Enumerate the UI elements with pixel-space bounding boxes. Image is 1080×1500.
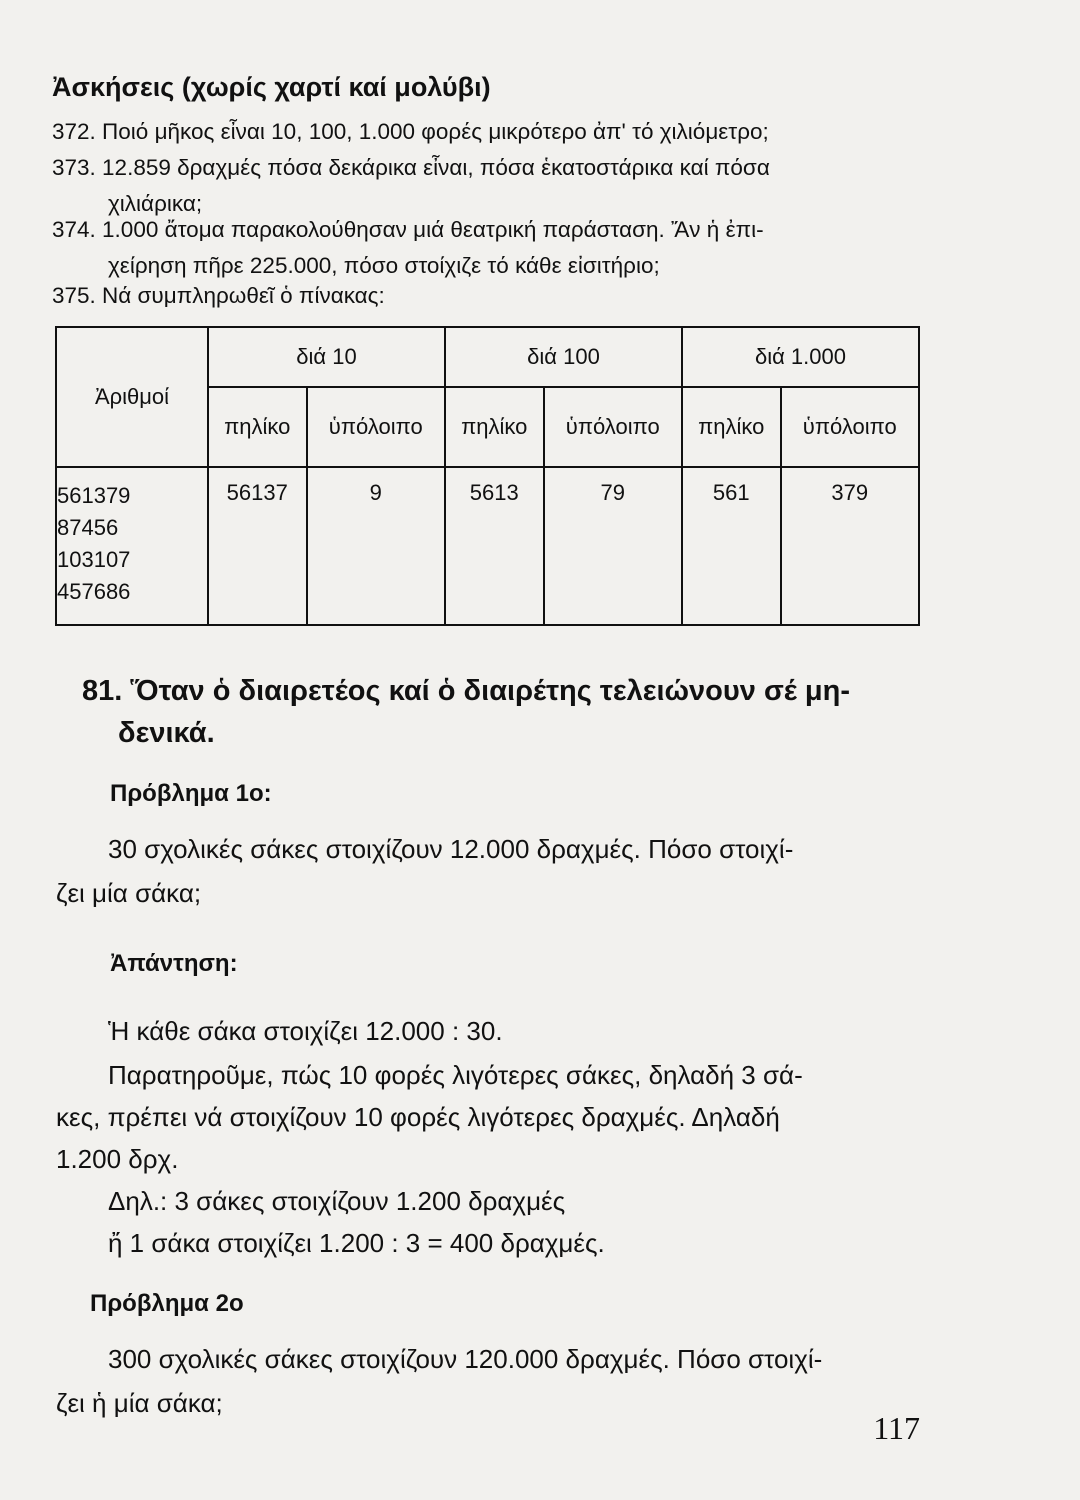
exercise-372 (52, 114, 769, 150)
answer-line: Παρατηροῦμε, πώς 10 φορές λιγότερες σάκες, δηλαδή 3 σά- (108, 1060, 803, 1090)
exercise-374-line1: 374. 1.000 ἄτομα παρακολούθησαν μιά θεατρική παράσταση. Ἄν ἡ ἐπι- (52, 217, 764, 242)
answer-line: Ἡ κάθε σάκα στοιχίζει 12.000 : 30. (108, 1016, 503, 1046)
cell-value: 9 (369, 480, 382, 505)
sub-header-remainder: ὑπόλοιπο (307, 387, 445, 467)
number-item: 103107 (57, 547, 131, 572)
cell-remainder-1000 (781, 467, 919, 625)
exercise-373-line1: 373. 12.859 δραχμές πόσα δεκάρικα εἶναι, πόσα ἑκατοστάρικα καί πόσα (52, 155, 770, 180)
number-item: 457686 (57, 579, 131, 604)
section-title-line1: 81. Ὅταν ὁ διαιρετέος καί ὁ διαιρέτης τελειώνουν σέ μη- (82, 675, 851, 707)
page-number: 117 (873, 1410, 920, 1446)
number-item: 87456 (57, 515, 119, 540)
exercise-374 (52, 212, 764, 284)
cell-quotient-10 (208, 467, 307, 625)
section-title-line2: δενικά. (118, 717, 215, 749)
answer-line: ἤ 1 σάκα στοιχίζει 1.200 : 3 = 400 δραχμές. (108, 1228, 605, 1258)
exercises-heading: Ἀσκήσεις (χωρίς χαρτί καί μολύβι) (52, 72, 491, 102)
numbers-cell (56, 467, 208, 625)
cell-quotient-1000 (682, 467, 781, 625)
problem-1-text-line1: 30 σχολικές σάκες στοιχίζουν 12.000 δραχμές. Πόσο στοιχί- (108, 834, 794, 864)
sub-header-remainder: ὑπόλοιπο (781, 387, 919, 467)
sub-header-quotient: πηλίκο (208, 387, 307, 467)
exercise-375-text: 375. Νά συμπληρωθεῖ ὁ πίνακας: (52, 283, 385, 308)
exercise-372-text: 372. Ποιό μῆκος εἶναι 10, 100, 1.000 φορές μικρότερο ἀπ' τό χιλιόμετρο; (52, 119, 769, 144)
sub-header-remainder: ὑπόλοιπο (544, 387, 682, 467)
cell-remainder-100 (544, 467, 682, 625)
cell-value: 561 (712, 480, 750, 505)
exercise-375 (52, 278, 385, 314)
group-header-100: διά 100 (445, 327, 682, 387)
problem-2-text-line2: ζει ἡ μία σάκα; (56, 1388, 223, 1418)
number-item: 561379 (57, 483, 131, 508)
problem-2-text-line1: 300 σχολικές σάκες στοιχίζουν 120.000 δραχμές. Πόσο στοιχί- (108, 1344, 823, 1374)
answer-label: Ἀπάντηση: (110, 950, 238, 977)
cell-quotient-100 (445, 467, 544, 625)
cell-remainder-10 (307, 467, 445, 625)
answer-line: Δηλ.: 3 σάκες στοιχίζουν 1.200 δραχμές (108, 1186, 566, 1216)
exercise-373-line2: χιλιάρικα; (108, 191, 203, 216)
cell-value: 79 (600, 480, 625, 505)
answer-line: 1.200 δρχ. (56, 1144, 179, 1174)
problem-1-label: Πρόβλημα 1ο: (110, 780, 272, 807)
sub-header-quotient: πηλίκο (445, 387, 544, 467)
group-header-10: διά 10 (208, 327, 445, 387)
answer-line: κες, πρέπει νά στοιχίζουν 10 φορές λιγότερες δραχμές. Δηλαδή (56, 1102, 780, 1132)
exercise-374-line2: χείρηση πῆρε 225.000, πόσο στοίχιζε τό κάθε εἰσιτήριο; (108, 253, 660, 278)
numbers-header: Ἀριθμοί (56, 327, 208, 467)
division-table (55, 326, 920, 626)
problem-2-label: Πρόβλημα 2ο (90, 1290, 244, 1317)
cell-value: 56137 (226, 480, 288, 505)
problem-1-text-line2: ζει μία σάκα; (56, 878, 202, 908)
group-header-1000: διά 1.000 (682, 327, 919, 387)
sub-header-quotient: πηλίκο (682, 387, 781, 467)
cell-value: 379 (831, 480, 869, 505)
cell-value: 5613 (469, 480, 519, 505)
section-81-title (82, 670, 850, 754)
